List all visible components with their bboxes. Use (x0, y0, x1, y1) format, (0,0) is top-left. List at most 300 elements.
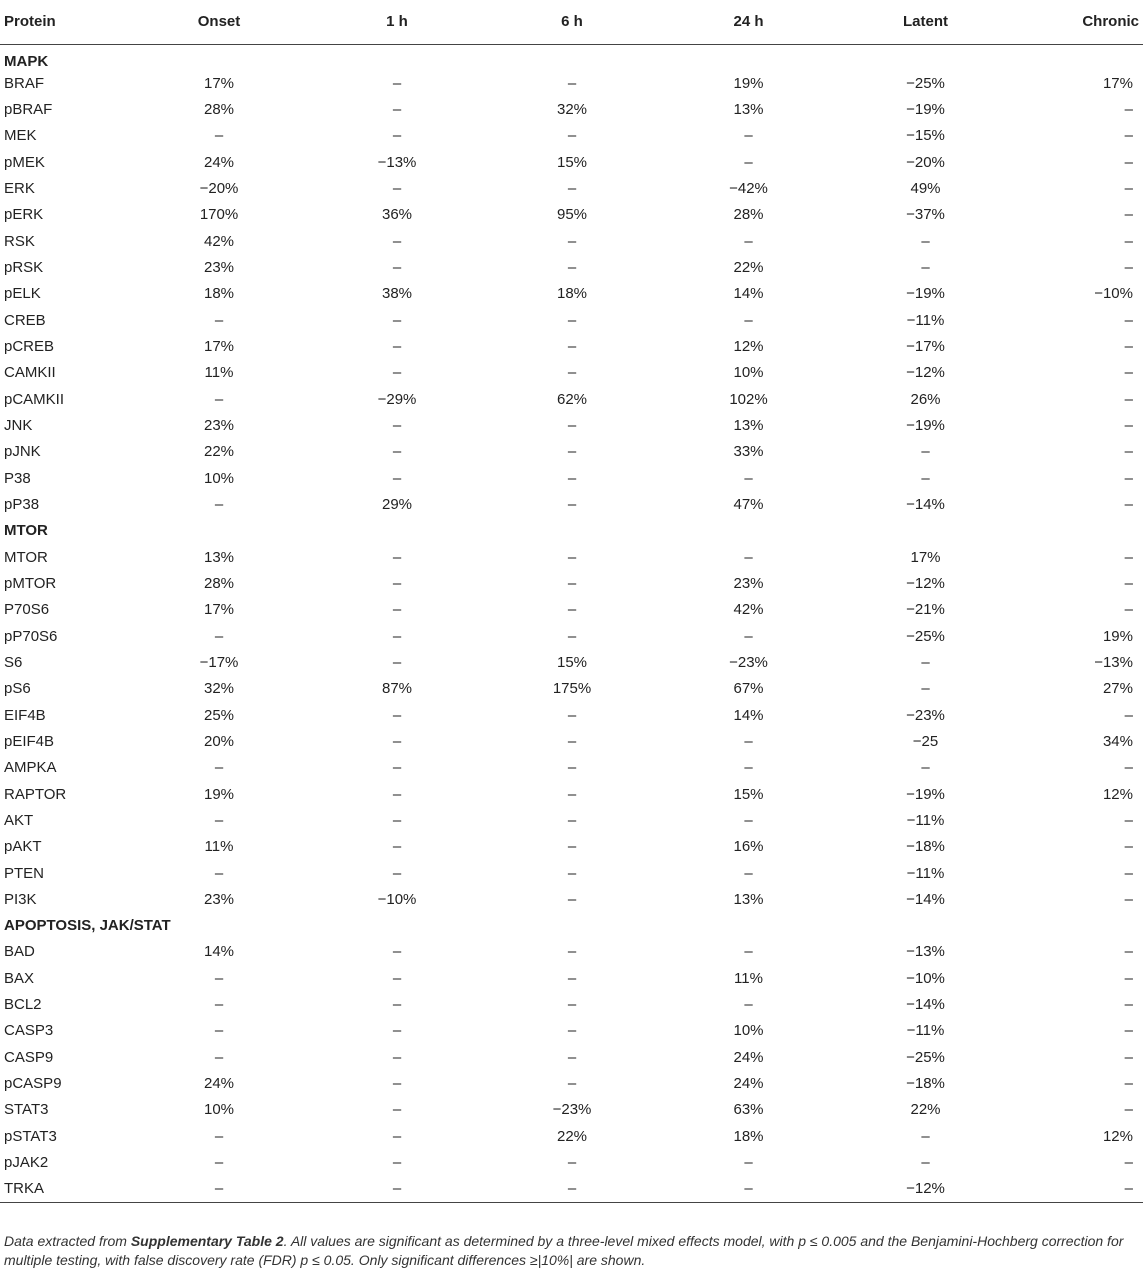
cell-24h: – (744, 732, 753, 750)
table-row (0, 1124, 1143, 1150)
cell-6h: – (567, 74, 577, 92)
cell-24h: 10% (733, 364, 764, 382)
table-row (0, 834, 1143, 860)
cell-24h: 102% (729, 390, 768, 408)
cell-6h: 95% (556, 206, 588, 224)
table-row (0, 71, 1143, 97)
table-row (0, 149, 1143, 175)
cell-chronic: −10% (1094, 285, 1133, 303)
cell-24h: 16% (733, 838, 764, 856)
cell-latent: −14% (906, 495, 945, 513)
cell-protein: pJAK2 (4, 1154, 49, 1172)
cell-chronic: – (1124, 601, 1133, 619)
table-row (0, 413, 1143, 439)
cell-chronic: – (1124, 100, 1133, 118)
cell-latent: – (921, 1127, 930, 1145)
cell-6h: 22% (556, 1127, 588, 1145)
section-title: MAPK (4, 52, 49, 70)
cell-chronic: −13% (1094, 653, 1133, 671)
cell-latent: – (921, 680, 930, 698)
cell-onset: – (214, 759, 224, 777)
cell-latent: −25% (906, 74, 945, 92)
cell-6h: – (567, 1154, 577, 1172)
cell-6h: – (567, 759, 577, 777)
cell-chronic: – (1124, 943, 1133, 961)
cell-protein: RAPTOR (4, 785, 67, 803)
cell-latent: −12% (906, 574, 945, 592)
table-row (0, 1045, 1143, 1071)
table-row (0, 1071, 1143, 1097)
cell-1h: 36% (381, 206, 413, 224)
cell-latent: −11% (906, 311, 945, 329)
cell-chronic: 19% (1102, 627, 1133, 645)
cell-protein: pCASP9 (4, 1075, 62, 1093)
cell-latent: −18% (906, 1075, 945, 1093)
footnote-text: . All values are significant as determined by a three-level mixed effects model, with p ≤ 0.005 and the Benjamini-Hochberg correction for multiple testing, with false discovery rate (FDR) p ≤ 0.05. Only significant differences ≥|10%| are shown. (4, 1233, 1124, 1268)
cell-6h: – (567, 785, 577, 803)
cell-latent: 22% (910, 1101, 941, 1119)
cell-onset: – (127, 1176, 311, 1202)
cell-protein: P70S6 (4, 601, 50, 619)
cell-6h: 175% (552, 680, 592, 698)
cell-1h: – (392, 179, 402, 197)
cell-onset: −17% (199, 653, 239, 671)
cell-24h: 11% (734, 969, 763, 987)
column-header-6h: 6 h (483, 0, 661, 44)
cell-chronic: – (1124, 1154, 1133, 1172)
table-row (0, 123, 1143, 149)
cell-6h: – (567, 1075, 577, 1093)
table-row (0, 228, 1143, 254)
cell-1h: −10% (377, 890, 417, 908)
cell-onset: – (214, 1127, 224, 1145)
cell-1h: – (392, 74, 402, 92)
table-row (0, 1176, 1143, 1202)
cell-onset: 19% (203, 785, 235, 803)
cell-6h: – (567, 706, 577, 724)
cell-24h: – (744, 759, 753, 777)
column-header-chronic: Chronic (1015, 0, 1143, 44)
cell-protein: pEIF4B (4, 732, 55, 750)
cell-protein: RSK (4, 232, 35, 250)
cell-onset: – (214, 390, 224, 408)
cell-latent: −14% (906, 996, 945, 1014)
cell-1h: – (392, 601, 402, 619)
table-row (0, 702, 1143, 728)
cell-protein: CREB (4, 311, 46, 329)
cell-protein: EIF4B (4, 706, 46, 724)
table-row (0, 860, 1143, 886)
table-row (0, 966, 1143, 992)
table-row (0, 544, 1143, 570)
cell-24h: −23% (729, 653, 768, 671)
table-row (0, 1018, 1143, 1044)
cell-1h: – (392, 864, 402, 882)
table-row (0, 650, 1143, 676)
cell-24h: – (744, 1154, 753, 1172)
cell-24h: – (744, 311, 753, 329)
cell-6h: – (567, 890, 577, 908)
cell-latent: – (921, 258, 930, 276)
cell-onset: 10% (203, 469, 235, 487)
cell-chronic: – (1124, 179, 1133, 197)
cell-chronic: – (1124, 364, 1133, 382)
cell-chronic: – (1124, 416, 1133, 434)
cell-onset: 23% (203, 416, 235, 434)
cell-6h: – (567, 627, 577, 645)
cell-protein: PTEN (4, 864, 45, 882)
cell-6h: – (567, 864, 577, 882)
cell-protein: PI3K (4, 890, 37, 908)
cell-6h: – (567, 969, 577, 987)
cell-24h: 67% (733, 680, 764, 698)
table-row (0, 676, 1143, 702)
cell-chronic: – (1124, 1048, 1133, 1066)
cell-protein: MTOR (4, 548, 48, 566)
cell-latent: – (921, 469, 930, 487)
table-row (0, 992, 1143, 1018)
cell-latent: −11% (906, 864, 945, 882)
cell-24h: – (744, 127, 753, 145)
cell-protein: pELK (4, 285, 41, 303)
cell-onset: 42% (203, 232, 235, 250)
cell-chronic: 27% (1102, 680, 1133, 698)
table-row (0, 939, 1143, 965)
cell-6h: – (567, 127, 577, 145)
cell-chronic: – (1124, 996, 1133, 1014)
table-row (0, 465, 1143, 491)
cell-protein: pAKT (4, 838, 42, 856)
cell-6h: – (567, 548, 577, 566)
cell-onset: 170% (199, 206, 239, 224)
cell-latent: −23% (906, 706, 945, 724)
cell-latent: −19% (906, 416, 945, 434)
table-row (0, 781, 1143, 807)
section-title: MTOR (4, 522, 48, 540)
cell-latent: −20% (906, 153, 945, 171)
cell-24h: 10% (733, 1022, 764, 1040)
cell-protein: pJNK (4, 443, 41, 461)
cell-protein: pP70S6 (4, 627, 58, 645)
cell-24h: – (744, 548, 753, 566)
cell-onset: – (214, 1048, 224, 1066)
cell-latent: 17% (910, 548, 941, 566)
cell-24h: 24% (733, 1075, 764, 1093)
cell-onset: 11% (204, 364, 234, 382)
cell-6h: – (567, 258, 577, 276)
cell-onset: 13% (203, 548, 235, 566)
cell-protein: pBRAF (4, 100, 53, 118)
table-row (0, 176, 1143, 202)
cell-24h: 23% (733, 574, 764, 592)
column-header-24h: 24 h (661, 0, 836, 44)
cell-6h: – (567, 996, 577, 1014)
cell-chronic: 12% (1102, 1127, 1133, 1145)
cell-onset: – (214, 864, 224, 882)
cell-24h: – (744, 943, 753, 961)
cell-protein: AKT (4, 811, 34, 829)
cell-6h: 18% (556, 285, 588, 303)
cell-latent: −19% (906, 285, 945, 303)
cell-24h: – (744, 996, 753, 1014)
table-body (0, 44, 1143, 1203)
table-row (0, 334, 1143, 360)
table-row (0, 360, 1143, 386)
cell-24h: 33% (733, 443, 764, 461)
cell-chronic: – (1124, 495, 1133, 513)
cell-latent: 49% (910, 179, 941, 197)
table-row (0, 307, 1143, 333)
table-row (0, 887, 1143, 913)
header-row (0, 0, 1143, 44)
cell-6h: – (567, 838, 577, 856)
cell-latent: −37% (906, 206, 945, 224)
cell-chronic: – (1124, 337, 1133, 355)
cell-24h: 63% (733, 1101, 764, 1119)
cell-onset: −20% (199, 179, 239, 197)
cell-latent: −12% (836, 1176, 1015, 1202)
cell-24h: – (744, 627, 753, 645)
cell-6h: – (567, 943, 577, 961)
cell-1h: – (311, 1176, 483, 1202)
cell-latent: −19% (906, 100, 945, 118)
cell-1h: −29% (377, 390, 417, 408)
cell-onset: 28% (203, 100, 235, 118)
cell-protein: BAX (4, 969, 35, 987)
cell-chronic: – (1124, 706, 1133, 724)
cell-latent: −17% (906, 337, 945, 355)
cell-6h: – (483, 1176, 661, 1202)
cell-1h: – (392, 943, 402, 961)
cell-latent: −11% (906, 1022, 945, 1040)
cell-1h: – (392, 653, 402, 671)
cell-24h: – (744, 469, 753, 487)
cell-onset: – (214, 627, 224, 645)
table-row (0, 281, 1143, 307)
cell-24h: – (661, 1176, 836, 1202)
cell-chronic: – (1124, 1075, 1133, 1093)
cell-protein: CAMKII (4, 364, 56, 382)
cell-protein: STAT3 (4, 1101, 49, 1119)
cell-24h: 13% (733, 416, 764, 434)
cell-protein: pMEK (4, 153, 45, 171)
cell-latent: −25% (906, 1048, 945, 1066)
cell-6h: – (567, 732, 577, 750)
cell-1h: – (392, 364, 402, 382)
table-row (0, 571, 1143, 597)
table-row (0, 386, 1143, 412)
cell-chronic: – (1124, 127, 1133, 145)
cell-1h: −13% (377, 153, 417, 171)
section-row (0, 44, 1143, 71)
cell-latent: −10% (906, 969, 945, 987)
table-row (0, 623, 1143, 649)
cell-chronic: – (1124, 864, 1133, 882)
cell-onset: 11% (204, 838, 234, 856)
cell-6h: – (567, 1048, 577, 1066)
cell-onset: 24% (203, 153, 235, 171)
cell-onset: 20% (203, 732, 235, 750)
cell-latent: −25 (912, 732, 939, 750)
cell-onset: 14% (203, 943, 235, 961)
cell-1h: – (392, 232, 402, 250)
cell-6h: – (567, 416, 577, 434)
cell-chronic: 12% (1102, 785, 1133, 803)
cell-6h: 15% (556, 653, 588, 671)
cell-protein: pS6 (4, 680, 31, 698)
cell-latent: −11% (906, 811, 945, 829)
cell-latent: −21% (906, 601, 945, 619)
cell-24h: −42% (729, 179, 768, 197)
footnote-prefix: Data extracted from (4, 1233, 131, 1249)
cell-protein: JNK (4, 416, 33, 434)
section-row (0, 518, 1143, 544)
cell-protein: MEK (4, 127, 37, 145)
cell-chronic: – (1124, 443, 1133, 461)
cell-latent: −19% (906, 785, 945, 803)
cell-24h: 18% (733, 1127, 764, 1145)
cell-onset: 25% (203, 706, 235, 724)
cell-protein: BRAF (4, 74, 45, 92)
section-title: APOPTOSIS, JAK/STAT (4, 917, 171, 935)
cell-onset: 10% (203, 1101, 235, 1119)
cell-chronic: – (1124, 232, 1133, 250)
cell-chronic: – (1124, 890, 1133, 908)
cell-1h: – (392, 443, 402, 461)
cell-24h: 13% (733, 100, 764, 118)
cell-onset: 24% (203, 1075, 235, 1093)
table-row (0, 755, 1143, 781)
table-row (0, 202, 1143, 228)
cell-1h: – (392, 337, 402, 355)
cell-protein: CASP9 (4, 1048, 54, 1066)
cell-24h: – (744, 153, 753, 171)
cell-protein: BAD (4, 943, 35, 961)
table-row (0, 97, 1143, 123)
cell-chronic: – (1124, 153, 1133, 171)
section-row (0, 913, 1143, 939)
cell-1h: – (392, 706, 402, 724)
cell-chronic: – (1124, 1101, 1133, 1119)
cell-1h: – (392, 100, 402, 118)
cell-6h: – (567, 574, 577, 592)
cell-24h: 19% (733, 74, 764, 92)
cell-chronic: – (1124, 574, 1133, 592)
cell-onset: – (214, 495, 224, 513)
cell-24h: – (744, 864, 753, 882)
cell-6h: – (567, 495, 577, 513)
cell-protein: ERK (4, 179, 35, 197)
column-header-protein: Protein (0, 0, 127, 44)
cell-1h: – (392, 469, 402, 487)
cell-6h: 15% (556, 153, 588, 171)
cell-1h: – (392, 627, 402, 645)
footnote-ref: Supplementary Table 2 (130, 1233, 284, 1249)
cell-1h: – (392, 574, 402, 592)
table-footnote (4, 1232, 1139, 1270)
cell-protein: CASP3 (4, 1022, 54, 1040)
cell-24h: 42% (733, 601, 764, 619)
cell-onset: – (214, 311, 224, 329)
cell-1h: – (392, 759, 402, 777)
cell-24h: 15% (733, 785, 764, 803)
cell-chronic: – (1124, 469, 1133, 487)
cell-latent: −25% (906, 627, 945, 645)
cell-onset: – (214, 1154, 224, 1172)
cell-protein: pRSK (4, 258, 44, 276)
cell-chronic: 34% (1102, 732, 1133, 750)
cell-6h: – (567, 811, 577, 829)
cell-chronic: – (1124, 311, 1133, 329)
cell-6h: 32% (556, 100, 588, 118)
cell-chronic: 17% (1102, 74, 1133, 92)
cell-onset: 23% (203, 890, 235, 908)
cell-chronic: – (1124, 811, 1133, 829)
cell-24h: 13% (733, 890, 764, 908)
column-header-onset: Onset (127, 0, 311, 44)
cell-latent: −18% (906, 838, 945, 856)
cell-latent: – (921, 653, 930, 671)
cell-1h: – (392, 1101, 402, 1119)
cell-onset: 17% (203, 601, 235, 619)
cell-24h: 24% (733, 1048, 764, 1066)
cell-chronic: – (1124, 206, 1133, 224)
cell-protein: BCL2 (4, 996, 42, 1014)
cell-chronic: – (1124, 969, 1133, 987)
cell-6h: – (567, 311, 577, 329)
cell-onset: 22% (203, 443, 235, 461)
cell-1h: – (392, 785, 402, 803)
cell-latent: – (921, 1154, 930, 1172)
cell-latent: −13% (906, 943, 945, 961)
table-row (0, 808, 1143, 834)
cell-chronic: – (1124, 548, 1133, 566)
cell-6h: – (567, 232, 577, 250)
table-row (0, 439, 1143, 465)
cell-chronic: – (1124, 838, 1133, 856)
cell-1h: – (392, 1154, 402, 1172)
cell-24h: 28% (733, 206, 764, 224)
cell-onset: – (214, 969, 224, 987)
cell-1h: 87% (381, 680, 413, 698)
table-row (0, 729, 1143, 755)
cell-1h: – (392, 811, 402, 829)
cell-protein: pCAMKII (4, 390, 65, 408)
cell-onset: 28% (203, 574, 235, 592)
cell-latent: – (921, 443, 930, 461)
table-row (0, 1097, 1143, 1123)
cell-protein: TRKA (0, 1176, 127, 1202)
cell-1h: – (392, 548, 402, 566)
cell-6h: – (567, 364, 577, 382)
cell-1h: – (392, 127, 402, 145)
cell-24h: 14% (733, 706, 764, 724)
cell-24h: 47% (733, 495, 764, 513)
cell-onset: – (214, 127, 224, 145)
cell-1h: – (392, 732, 402, 750)
cell-protein: pERK (4, 206, 44, 224)
cell-onset: 18% (203, 285, 235, 303)
cell-latent: −14% (906, 890, 945, 908)
cell-1h: – (392, 1075, 402, 1093)
cell-latent: −15% (906, 127, 945, 145)
column-header-latent: Latent (836, 0, 1015, 44)
cell-1h: – (392, 311, 402, 329)
cell-latent: −12% (906, 364, 945, 382)
table-header (0, 0, 1143, 44)
cell-protein: pSTAT3 (4, 1127, 57, 1145)
cell-1h: – (392, 416, 402, 434)
